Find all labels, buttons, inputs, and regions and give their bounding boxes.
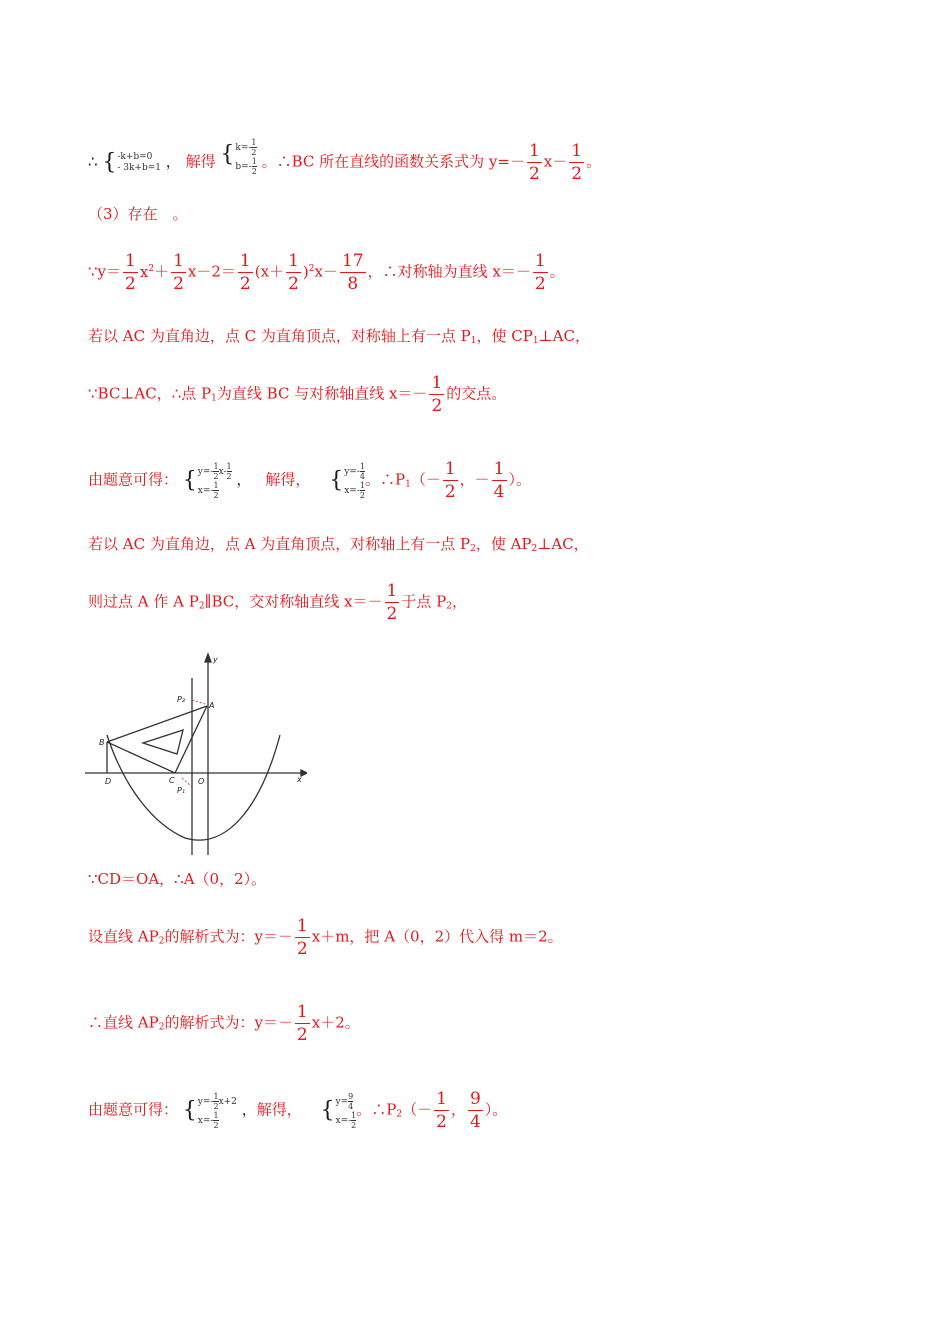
p2-dash	[192, 700, 205, 704]
system-equation-1: -k+b=0	[117, 151, 153, 162]
solution-line-1	[88, 137, 602, 185]
fraction-half: $\frac{1}{2}$	[288, 251, 299, 294]
solution-line-12: 由题意可得： { y=- $\frac{1}{2}$ x+2 x=- $\frac{1}{2}$ ，解得， { y= $\frac{9}{4}$ x=- $\frac{1}{2}$ 。$\therefore P_2(-$ $\frac{1}{2}$ ， $\frac{9}{4}$ ）。	[88, 1089, 508, 1132]
label-p1: P₁	[177, 786, 186, 795]
solution-line-4: 若以 AC 为直角边，点 C 为直角顶点，对称轴上有一点 $P_1$，使 $CP_1\perp AC$，	[88, 327, 590, 346]
y-axis-arrow	[205, 654, 211, 662]
equation-system-p2: y=- $\frac{1}{2}$ x+2 x=- $\frac{1}{2}$	[197, 1091, 237, 1130]
solution-line-3	[88, 250, 565, 295]
fraction-half: $\frac{1}{2}$	[173, 251, 184, 294]
fraction-half: $\frac{1}{2}$	[534, 251, 546, 294]
segment-bc	[107, 742, 175, 773]
fraction-half: $\frac{1}{2}$	[436, 1089, 447, 1132]
fraction-half: $\frac{1}{2}$	[296, 916, 308, 959]
solution-line-6: 由题意可得： { y=- $\frac{1}{2}$ x- $\frac{1}{2}$ x=- $\frac{1}{2}$ ， 解得， { y=- $\frac{1}{4}$ x=- $\frac{1}{2}$ 。$\therefore P_1(-$ $\frac{1}{2}$ ，－ $\frac{1}{4}$ ）。	[88, 459, 532, 502]
period: 。	[549, 262, 565, 281]
solution-system-p2: y= $\frac{9}{4}$ x=- $\frac{1}{2}$	[335, 1091, 357, 1130]
fraction-half: $\frac{1}{2}$	[296, 1002, 308, 1045]
fraction-quarter: $\frac{1}{4}$	[493, 459, 505, 502]
label-a: A	[209, 701, 215, 710]
text-segment: x－	[314, 262, 338, 281]
part-3-heading: （3）存在 。	[88, 205, 188, 223]
plus: ＋	[154, 262, 170, 281]
brace-icon: {	[220, 141, 235, 167]
triangle-ruler	[143, 730, 183, 754]
equation-system-p1: y=- $\frac{1}{2}$ x- $\frac{1}{2}$ x=- $\frac{1}{2}$	[197, 461, 232, 500]
fraction-half: $\frac{1}{2}$	[431, 373, 443, 416]
fraction-half: $\frac{1}{2}$	[239, 251, 251, 294]
solution-line-8: 则过点 A 作 A $P_2\parallel BC$，交对称轴直线 x＝－ $\frac{1}{2}$ 于点 $P_2$，	[88, 581, 467, 624]
solve-label: 解得	[185, 152, 216, 171]
label-x: x	[297, 775, 302, 784]
brace-icon: {	[182, 1097, 197, 1123]
solution-system-p1: y=- $\frac{1}{4}$ x=- $\frac{1}{2}$	[344, 461, 365, 500]
brace-icon: {	[320, 1097, 335, 1123]
solution-line-11: ∴直线 $AP_2$的解析式为：y＝－ $\frac{1}{2}$ x＋2。	[88, 1002, 360, 1045]
comma: ，	[165, 152, 181, 171]
solution-b: b=- $\frac{1}{2}$	[235, 156, 257, 176]
squared-close: )$^2$	[302, 262, 315, 281]
fraction-half: $\frac{1}{2}$	[125, 251, 136, 294]
fraction-half: $\frac{1}{2}$	[386, 581, 398, 624]
label-o: O	[198, 777, 205, 786]
fraction-half: $\frac{1}{2}$	[571, 141, 583, 184]
solution-line-10: 设直线 $AP_2$的解析式为：y＝－ $\frac{1}{2}$ x＋m，把 A（0，2）代入得 m＝2。	[88, 916, 563, 959]
text-segment: x－2＝	[187, 262, 236, 281]
label-d: D	[105, 777, 112, 786]
fraction-17-8: $\frac{17}{8}$	[341, 251, 364, 294]
brace-icon: {	[102, 149, 117, 175]
system-equation-2: - 3k+b=1	[117, 162, 161, 173]
text-segment: ∵y＝	[88, 262, 122, 281]
x-squared: $x^2$	[139, 262, 155, 281]
fraction-half: $\frac{1}{2}$	[528, 141, 540, 184]
solution-line-7: 若以 AC 为直角边，点 A 为直角顶点，对称轴上有一点 $P_2$，使 $AP_2\perp AC$，	[88, 535, 589, 554]
parabola-curve	[107, 735, 280, 840]
equation-system-kb	[117, 152, 161, 174]
solution-k: k=- $\frac{1}{2}$	[235, 137, 257, 157]
text-segment: ，∴对称轴为直线 x＝－	[367, 262, 531, 281]
text-segment: (x＋	[254, 262, 285, 281]
solution-line-9: ∵CD＝OA，∴A（0，2）。	[88, 870, 267, 888]
label-c: C	[169, 776, 175, 785]
label-b: B	[99, 738, 105, 747]
label-p2: P₂	[177, 695, 186, 704]
brace-icon: {	[182, 467, 197, 493]
conclusion-text: 。∴BC 所在直线的函数关系式为 y=－	[261, 152, 525, 171]
parabola-figure	[85, 650, 307, 855]
x-axis-arrow	[301, 770, 307, 776]
solution-system-kb	[235, 138, 256, 176]
period: 。	[586, 152, 602, 171]
fraction-nine-quarters: $\frac{9}{4}$	[469, 1089, 481, 1132]
text-segment: x－	[543, 152, 568, 171]
label-y: y	[213, 655, 218, 664]
fraction-half: $\frac{1}{2}$	[444, 459, 456, 502]
therefore-symbol: ∴	[88, 152, 98, 171]
brace-icon: {	[329, 467, 344, 493]
solution-line-5: ∵BC⊥AC，∴点 $P_1$为直线 BC 与对称轴直线 x＝－ $\frac{1}{2}$ 的交点。	[88, 373, 507, 416]
